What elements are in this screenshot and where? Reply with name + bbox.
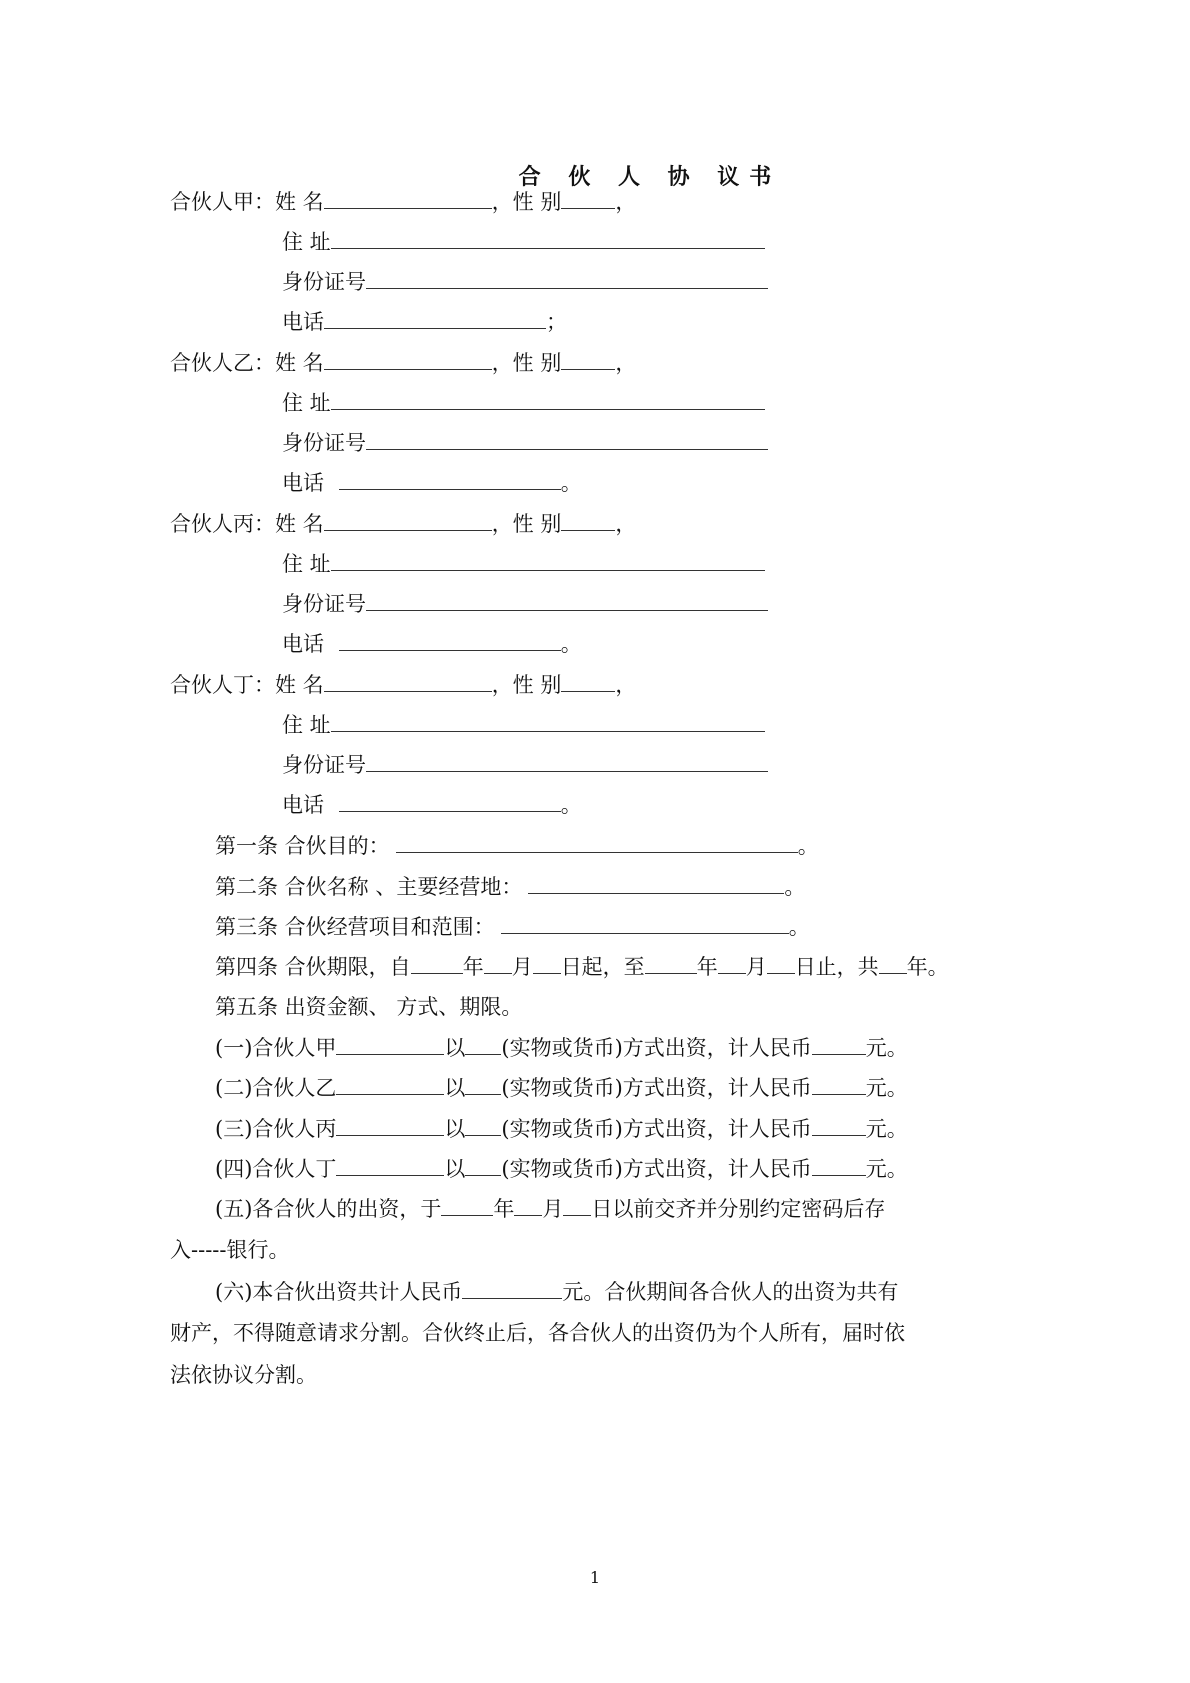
id-blank[interactable] bbox=[366, 590, 768, 611]
phone-label: 电话 bbox=[282, 632, 331, 656]
article-text: 第二条 合伙名称 、主要经营地： bbox=[215, 875, 523, 899]
amount-blank[interactable] bbox=[812, 1074, 866, 1095]
article-text: 第四条 合伙期限，自 bbox=[215, 955, 411, 979]
gender-label: ，性 别 bbox=[491, 673, 562, 697]
article-1 bbox=[215, 832, 819, 859]
amount-blank[interactable] bbox=[812, 1155, 866, 1176]
end-day-blank[interactable] bbox=[767, 953, 795, 974]
address-label: 住 址 bbox=[282, 552, 331, 576]
punct: 。 bbox=[560, 632, 582, 656]
punct: 。 bbox=[560, 471, 582, 495]
purpose-blank[interactable] bbox=[396, 832, 798, 853]
gender-label: ，性 别 bbox=[491, 512, 562, 536]
gender-label: ，性 别 bbox=[491, 190, 562, 214]
punct: 。 bbox=[788, 915, 810, 939]
partner-c-name-line bbox=[170, 510, 636, 537]
phone-label: 电话 bbox=[282, 793, 331, 817]
name-label: 姓 名 bbox=[275, 351, 324, 375]
partner-b-id-line bbox=[282, 429, 768, 456]
address-label: 住 址 bbox=[282, 391, 331, 415]
method-blank[interactable] bbox=[465, 1155, 501, 1176]
partner-b-name-line bbox=[170, 349, 636, 376]
text: 日起，至 bbox=[560, 955, 645, 979]
id-label: 身份证号 bbox=[282, 592, 366, 616]
id-blank[interactable] bbox=[366, 751, 768, 772]
total-years-blank[interactable] bbox=[879, 953, 907, 974]
start-day-blank[interactable] bbox=[533, 953, 561, 974]
item-5-line1 bbox=[215, 1195, 885, 1222]
contribution-d bbox=[215, 1155, 908, 1182]
text: 年。 bbox=[906, 955, 949, 979]
text: (四)合伙人丁 bbox=[215, 1157, 337, 1181]
text: 元。 bbox=[865, 1036, 908, 1060]
text: (三)合伙人丙 bbox=[215, 1117, 337, 1141]
text: (实物或货币)方式出资，计人民币 bbox=[501, 1036, 812, 1060]
punct: 。 bbox=[784, 875, 806, 899]
address-blank[interactable] bbox=[331, 711, 765, 732]
contribution-blank[interactable] bbox=[336, 1034, 444, 1055]
text: 以 bbox=[444, 1117, 466, 1141]
punct: 。 bbox=[560, 793, 582, 817]
partner-a-phone-line bbox=[282, 308, 567, 335]
punct: ， bbox=[615, 351, 637, 375]
text: 月 bbox=[745, 955, 767, 979]
text: 以 bbox=[444, 1036, 466, 1060]
item-5-line2: 入-----银行。 bbox=[170, 1238, 290, 1262]
partner-c-phone-line bbox=[282, 630, 582, 657]
gender-blank[interactable] bbox=[561, 188, 615, 209]
text: (实物或货币)方式出资，计人民币 bbox=[501, 1157, 812, 1181]
address-blank[interactable] bbox=[331, 389, 765, 410]
article-4 bbox=[215, 953, 949, 980]
text: (实物或货币)方式出资，计人民币 bbox=[501, 1117, 812, 1141]
id-label: 身份证号 bbox=[282, 270, 366, 294]
partner-label: 合伙人甲： bbox=[170, 190, 275, 214]
scope-blank[interactable] bbox=[501, 913, 789, 934]
phone-blank[interactable] bbox=[324, 308, 546, 329]
address-label: 住 址 bbox=[282, 230, 331, 254]
name-label: 姓 名 bbox=[275, 673, 324, 697]
text: 元。 bbox=[865, 1117, 908, 1141]
item-6-line3: 法依协议分割。 bbox=[170, 1363, 317, 1387]
text: 月 bbox=[542, 1197, 564, 1221]
phone-blank[interactable] bbox=[339, 791, 561, 812]
contribution-a bbox=[215, 1034, 908, 1061]
name-blank[interactable] bbox=[324, 671, 492, 692]
total-amount-blank[interactable] bbox=[462, 1278, 562, 1299]
deposit-year-blank[interactable] bbox=[441, 1195, 493, 1216]
partner-a-address-line bbox=[282, 228, 765, 255]
amount-blank[interactable] bbox=[812, 1034, 866, 1055]
contribution-blank[interactable] bbox=[336, 1115, 444, 1136]
text: 元。 bbox=[865, 1076, 908, 1100]
text: 元。合伙期间各合伙人的出资为共有 bbox=[562, 1280, 899, 1304]
partner-c-address-line bbox=[282, 550, 765, 577]
deposit-month-blank[interactable] bbox=[514, 1195, 542, 1216]
contribution-blank[interactable] bbox=[336, 1155, 444, 1176]
document-title: 合 伙 人 协 议书 bbox=[518, 164, 782, 190]
address-blank[interactable] bbox=[331, 550, 765, 571]
text: 年 bbox=[462, 955, 484, 979]
partner-label: 合伙人乙： bbox=[170, 351, 275, 375]
partner-d-id-line bbox=[282, 751, 768, 778]
punct: ； bbox=[546, 310, 567, 334]
text: (一)合伙人甲 bbox=[215, 1036, 337, 1060]
start-month-blank[interactable] bbox=[484, 953, 512, 974]
partner-d-phone-line bbox=[282, 791, 582, 818]
name-blank[interactable] bbox=[324, 510, 492, 531]
punct: ， bbox=[615, 512, 637, 536]
item-6-line1 bbox=[215, 1278, 898, 1305]
name-label: 姓 名 bbox=[275, 190, 324, 214]
deposit-day-blank[interactable] bbox=[563, 1195, 591, 1216]
partner-b-address-line bbox=[282, 389, 765, 416]
punct: 。 bbox=[797, 834, 819, 858]
phone-blank[interactable] bbox=[339, 630, 561, 651]
item-6-line2: 财产，不得随意请求分割。合伙终止后，各合伙人的出资仍为个人所有，届时依 bbox=[170, 1321, 905, 1345]
text: (二)合伙人乙 bbox=[215, 1076, 337, 1100]
text: (六)本合伙出资共计人民币 bbox=[215, 1280, 463, 1304]
text: 以 bbox=[444, 1076, 466, 1100]
id-label: 身份证号 bbox=[282, 753, 366, 777]
phone-label: 电话 bbox=[282, 310, 324, 334]
phone-label: 电话 bbox=[282, 471, 331, 495]
partner-b-phone-line bbox=[282, 469, 582, 496]
text: 日止，共 bbox=[794, 955, 879, 979]
article-5 bbox=[215, 994, 522, 1020]
address-blank[interactable] bbox=[331, 228, 765, 249]
text: 年 bbox=[493, 1197, 515, 1221]
contribution-b bbox=[215, 1074, 908, 1101]
text: (五)各合伙人的出资，于 bbox=[215, 1197, 442, 1221]
gender-blank[interactable] bbox=[561, 671, 615, 692]
partner-d-name-line bbox=[170, 671, 636, 698]
name-label: 姓 名 bbox=[275, 512, 324, 536]
article-2 bbox=[215, 873, 805, 900]
text: 元。 bbox=[865, 1157, 908, 1181]
partner-a-name-line bbox=[170, 188, 636, 215]
name-blank[interactable] bbox=[324, 349, 492, 370]
partner-c-id-line bbox=[282, 590, 768, 617]
end-month-blank[interactable] bbox=[718, 953, 746, 974]
text: 年 bbox=[696, 955, 718, 979]
end-year-blank[interactable] bbox=[645, 953, 697, 974]
address-label: 住 址 bbox=[282, 713, 331, 737]
article-3 bbox=[215, 913, 810, 940]
start-year-blank[interactable] bbox=[411, 953, 463, 974]
article-text: 第五条 出资金额、 方式、期限。 bbox=[215, 995, 523, 1019]
id-label: 身份证号 bbox=[282, 431, 366, 455]
partner-a-id-line bbox=[282, 268, 768, 295]
name-blank[interactable] bbox=[324, 188, 492, 209]
method-blank[interactable] bbox=[465, 1074, 501, 1095]
amount-blank[interactable] bbox=[812, 1115, 866, 1136]
name-location-blank[interactable] bbox=[528, 873, 784, 894]
article-text: 第三条 合伙经营项目和范围： bbox=[215, 915, 495, 939]
page-number: 1 bbox=[589, 1568, 601, 1587]
method-blank[interactable] bbox=[465, 1034, 501, 1055]
id-blank[interactable] bbox=[366, 429, 768, 450]
text: 日以前交齐并分别约定密码后存 bbox=[591, 1197, 886, 1221]
phone-blank[interactable] bbox=[339, 469, 561, 490]
partner-label: 合伙人丙： bbox=[170, 512, 275, 536]
method-blank[interactable] bbox=[465, 1115, 501, 1136]
gender-blank[interactable] bbox=[561, 349, 615, 370]
punct: ， bbox=[615, 673, 637, 697]
partner-label: 合伙人丁： bbox=[170, 673, 275, 697]
text: 月 bbox=[511, 955, 533, 979]
gender-blank[interactable] bbox=[561, 510, 615, 531]
contribution-blank[interactable] bbox=[336, 1074, 444, 1095]
id-blank[interactable] bbox=[366, 268, 768, 289]
partner-d-address-line bbox=[282, 711, 765, 738]
text: 以 bbox=[444, 1157, 466, 1181]
text: (实物或货币)方式出资，计人民币 bbox=[501, 1076, 812, 1100]
gender-label: ，性 别 bbox=[491, 351, 562, 375]
punct: ， bbox=[615, 190, 637, 214]
contribution-c bbox=[215, 1115, 908, 1142]
article-text: 第一条 合伙目的： bbox=[215, 834, 390, 858]
